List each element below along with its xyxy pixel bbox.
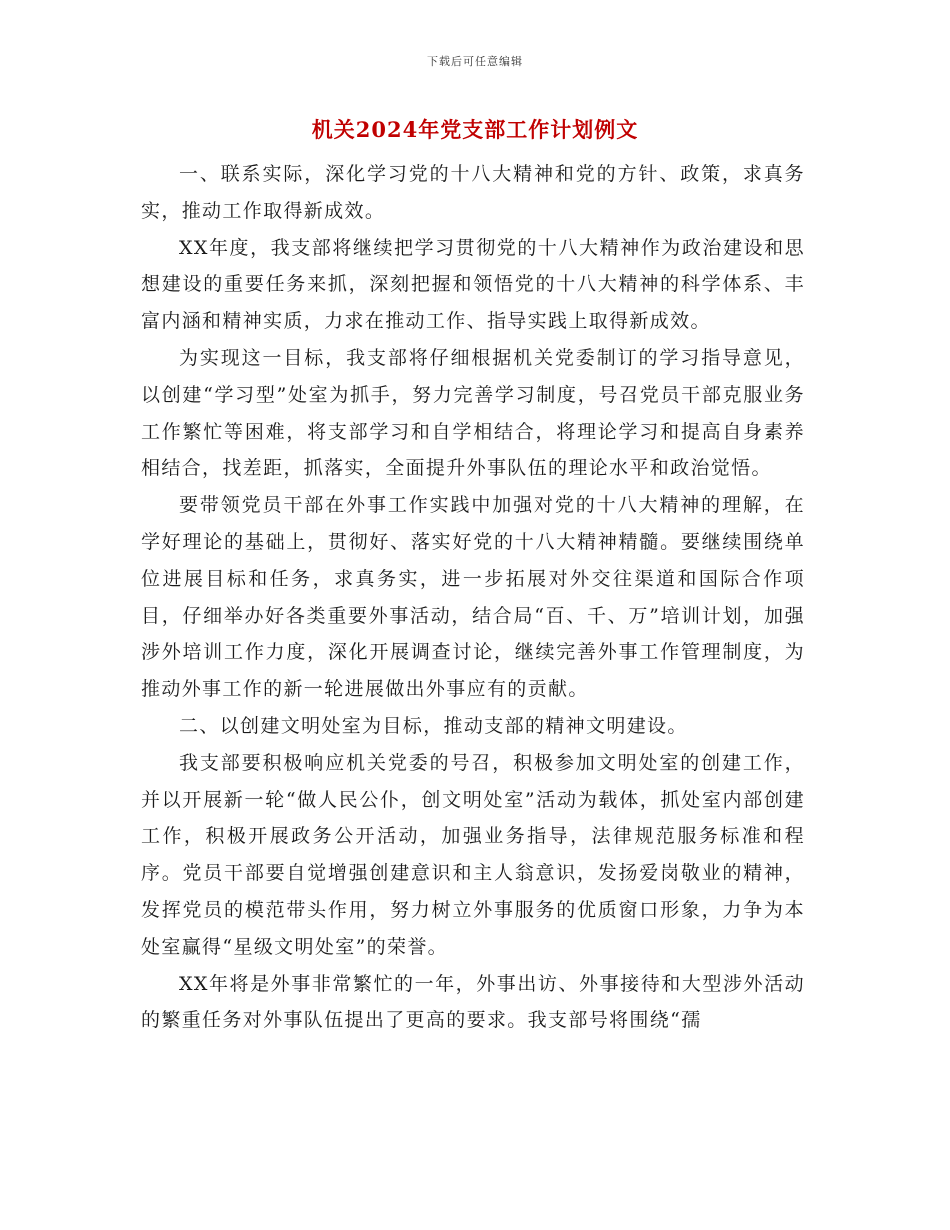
paragraph-7: XX年将是外事非常繁忙的一年，外事出访、外事接待和大型涉外活动的繁重任务对外事队伍提出了更高的要求。我支部号将围绕“孺 — [141, 972, 805, 1032]
paragraph-1: 一、联系实际，深化学习党的十八大精神和党的方针、政策，求真务实，推动工作取得新成效。 — [141, 163, 805, 222]
header-note: 下载后可任意编辑 — [427, 55, 523, 68]
paragraph-5: 二、以创建文明处室为目标，推动支部的精神文明建设。 — [179, 714, 688, 737]
paragraph-2: XX年度，我支部将继续把学习贯彻党的十八大精神作为政治建设和思想建设的重要任务来抓，深刻把握和领悟党的十八大精神的科学体系、丰富内涵和精神实质，力求在推动工作、指导实践上取得新成效。 — [141, 236, 805, 333]
paragraph-6: 我支部要积极响应机关党委的号召，积极参加文明处室的创建工作，并以开展新一轮“做人民公仆，创文明处室”活动为载体，抓处室内部创建工作，积极开展政务公开活动，加强业务指导，法律规范服务标准和程序。党员干部要自觉增强创建意识和主人翁意识，发扬爱岗敬业的精神，发挥党员的模范带头作用，努力树立外事服务的优质窗口形象，力争为本处室赢得“星级文明处室”的荣誉。 — [141, 751, 805, 958]
document-title: 机关2024年党支部工作计划例文 — [311, 117, 639, 142]
paragraph-4: 要带领党员干部在外事工作实践中加强对党的十八大精神的理解，在学好理论的基础上，贯彻好、落实好党的十八大精神精髓。要继续围绕单位进展目标和任务，求真务实，进一步拓展对外交往渠道和国际合作项目，仔细举办好各类重要外事活动，结合局“百、千、万”培训计划，加强涉外培训工作力度，深化开展调查讨论，继续完善外事工作管理制度，为推动外事工作的新一轮进展做出外事应有的贡献。 — [141, 494, 805, 701]
document-body — [141, 156, 805, 1039]
paragraph-3: 为实现这一目标，我支部将仔细根据机关党委制订的学习指导意见，以创建“学习型”处室为抓手，努力完善学习制度，号召党员干部克服业务工作繁忙等困难，将支部学习和自学相结合，将理论学习和提高自身素养相结合，找差距，抓落实，全面提升外事队伍的理论水平和政治觉悟。 — [141, 346, 805, 480]
